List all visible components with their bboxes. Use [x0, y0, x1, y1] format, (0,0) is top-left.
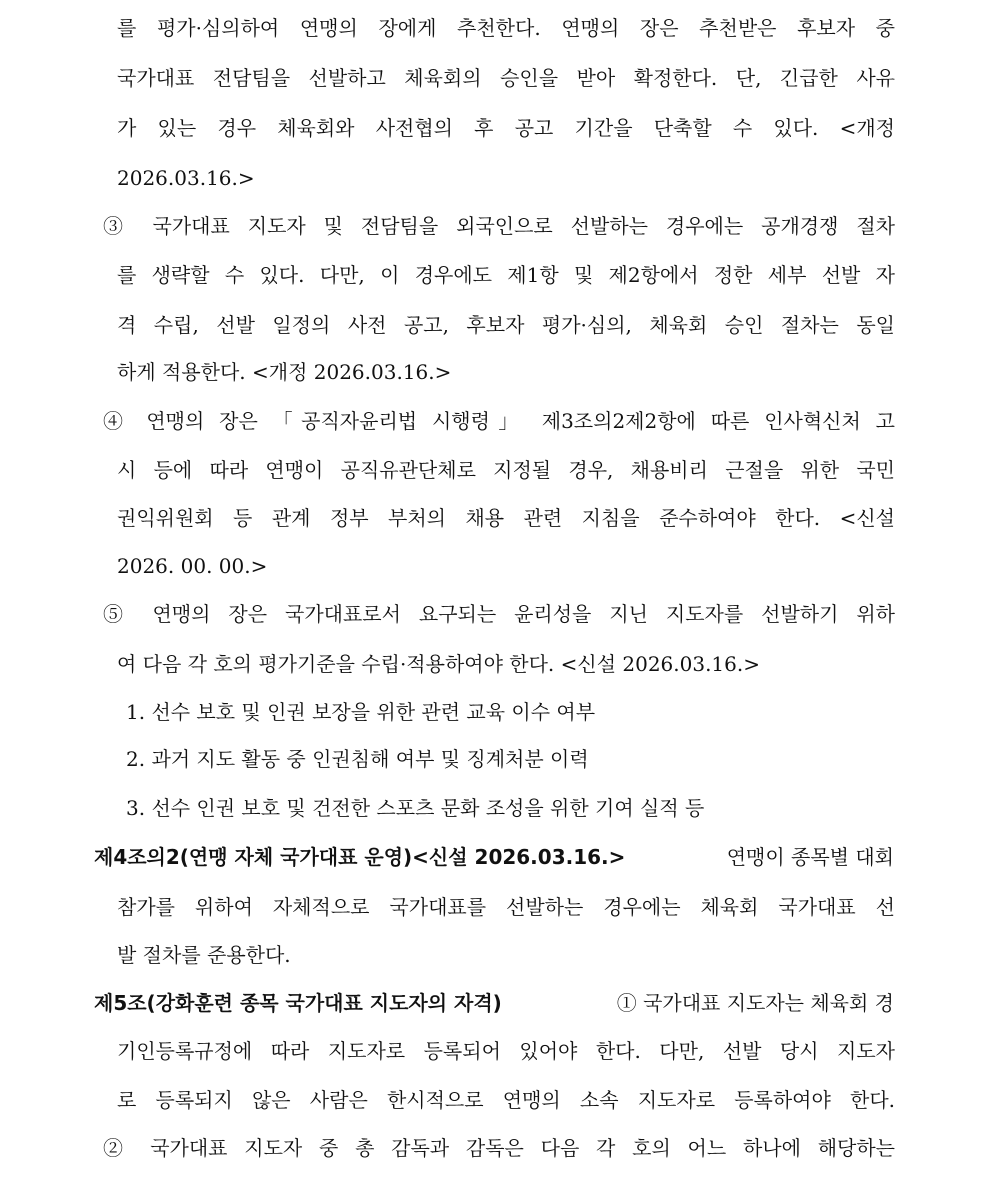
article-5-line: 기인등록규정에 따라 지도자로 등록되어 있어야 한다. 다만, 선발 당시 지도자	[117, 1039, 895, 1063]
clause-4-line: 2026. 00. 00.>	[117, 554, 268, 578]
article-heading: 제5조(강화훈련 종목 국가대표 지도자의 자격)	[94, 991, 502, 1015]
paragraph-line: 가 있는 경우 체육회와 사전협의 후 공고 기간을 단축할 수 있다. <개정	[117, 116, 895, 140]
clause-3-line: 하게 적용한다. <개정 2026.03.16.>	[117, 360, 452, 384]
paragraph-line: 국가대표 전담팀을 선발하고 체육회의 승인을 받아 확정한다. 단, 긴급한 사유	[117, 66, 895, 90]
paragraph-line: 2026.03.16.>	[117, 166, 255, 190]
article-5-line: 로 등록되지 않은 사람은 한시적으로 연맹의 소속 지도자로 등록하여야 한다.	[117, 1088, 895, 1112]
clause-3-line: 격 수립, 선발 일정의 사전 공고, 후보자 평가·심의, 체육회 승인 절차는 동일	[117, 313, 895, 337]
clause-5-line: ⑤ 연맹의 장은 국가대표로서 요구되는 윤리성을 지닌 지도자를 선발하기 위하	[103, 602, 895, 626]
article-4-2-line: 발 절차를 준용한다.	[117, 943, 291, 967]
clause-3-line: ③ 국가대표 지도자 및 전담팀을 외국인으로 선발하는 경우에는 공개경쟁 절차	[103, 214, 895, 238]
article-text: ① 국가대표 지도자는 체육회 경	[616, 991, 894, 1015]
clause-4-line: ④ 연맹의 장은 「공직자윤리법 시행령」 제3조의2제2항에 따른 인사혁신처 고	[103, 409, 895, 433]
list-item: 1. 선수 보호 및 인권 보장을 위한 관련 교육 이수 여부	[126, 700, 596, 724]
article-4-2-line: 참가를 위하여 자체적으로 국가대표를 선발하는 경우에는 체육회 국가대표 선	[117, 895, 895, 919]
article-text: 연맹이 종목별 대회	[726, 845, 894, 869]
article-5-line	[94, 989, 894, 1017]
list-item: 2. 과거 지도 활동 중 인권침해 여부 및 징계처분 이력	[126, 747, 589, 771]
article-5-clause-2-line: ② 국가대표 지도자 중 총 감독과 감독은 다음 각 호의 어느 하나에 해당하는	[103, 1136, 895, 1160]
clause-3-line: 를 생략할 수 있다. 다만, 이 경우에도 제1항 및 제2항에서 정한 세부 선발 자	[117, 263, 895, 287]
clause-5-line: 여 다음 각 호의 평가기준을 수립·적용하여야 한다. <신설 2026.03.16.>	[117, 652, 760, 676]
list-item: 3. 선수 인권 보호 및 건전한 스포츠 문화 조성을 위한 기여 실적 등	[126, 796, 705, 820]
article-4-2-line	[94, 843, 894, 871]
article-heading: 제4조의2(연맹 자체 국가대표 운영)<신설 2026.03.16.>	[94, 845, 626, 869]
clause-4-line: 시 등에 따라 연맹이 공직유관단체로 지정될 경우, 채용비리 근절을 위한 국민	[117, 458, 895, 482]
clause-4-line: 권익위원회 등 관계 정부 부처의 채용 관련 지침을 준수하여야 한다. <신설	[117, 506, 896, 530]
paragraph-line: 를 평가·심의하여 연맹의 장에게 추천한다. 연맹의 장은 추천받은 후보자 중	[117, 16, 895, 40]
